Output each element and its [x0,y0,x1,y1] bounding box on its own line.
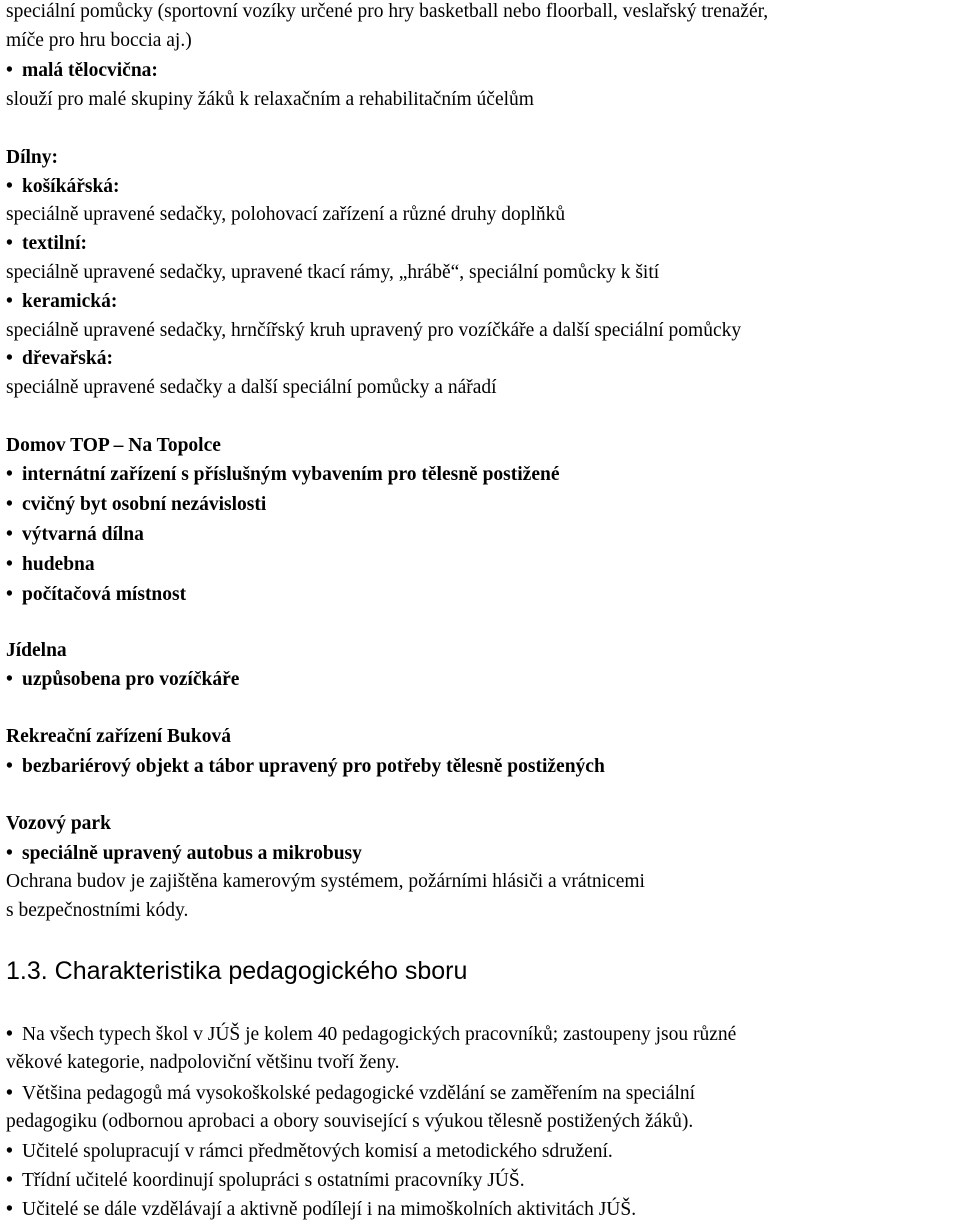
section-bullet-continuation: věkové kategorie, nadpoloviční většinu tvoří ženy. [6,1052,400,1073]
section-bullet-line: • Na všech typech škol v JÚŠ je kolem 40 pedagogických pracovníků; zastoupeny jsou různé [6,1023,736,1047]
intro-line-2: míče pro hru boccia aj.) [6,30,192,51]
section-bullet-continuation: pedagogiku (odbornou aprobaci a obory související s výukou tělesně postižených žáků). [6,1111,694,1132]
dilny-item-desc: speciálně upravené sedačky, upravené tkací rámy, „hrábě“, speciální pomůcky k šití [6,262,660,283]
domov-list-item: • výtvarná dílna [6,523,144,547]
domov-list-item: • cvičný byt osobní nezávislosti [6,493,266,517]
mala-telocvicna-title: • malá tělocvična: [6,59,158,83]
dilny-item-desc: speciálně upravené sedačky a další speciální pomůcky a nářadí [6,377,497,398]
dilny-item-title: • dřevařská: [6,347,113,371]
section-bullet-line: • Učitelé spolupracují v rámci předmětových komisí a metodického sdružení. [6,1140,613,1164]
intro-line-1: speciální pomůcky (sportovní vozíky určené pro hry basketball nebo floorball, veslařský trenažér, [6,1,769,22]
rekreacni-heading: Rekreační zařízení Buková [6,726,231,747]
dilny-item-title: • keramická: [6,290,117,314]
vozovy-note-line-2: s bezpečnostními kódy. [6,900,189,921]
dilny-item-title: • textilní: [6,232,87,256]
dilny-item-desc: speciálně upravené sedačky, hrnčířský kruh upravený pro vozíčkáře a další speciální pomůcky [6,320,742,341]
dilny-heading: Dílny: [6,147,59,168]
section-bullet-line: • Většina pedagogů má vysokoškolské pedagogické vzdělání se zaměřením na speciální [6,1082,695,1106]
domov-list-item: • počítačová místnost [6,583,186,607]
rekreacni-list-item: • bezbariérový objekt a tábor upravený pro potřeby tělesně postižených [6,755,605,779]
section-bullet-line: • Třídní učitelé koordinují spolupráci s ostatními pracovníky JÚŠ. [6,1169,525,1193]
dilny-item-desc: speciálně upravené sedačky, polohovací zařízení a různé druhy doplňků [6,204,566,225]
section-heading: 1.3. Charakteristika pedagogického sboru [6,957,468,985]
jidelna-heading: Jídelna [6,640,67,661]
section-bullet-line: • Učitelé se dále vzdělávají a aktivně podílejí i na mimoškolních aktivitách JÚŠ. [6,1198,636,1222]
domov-list-item: • hudebna [6,553,95,577]
vozovy-heading: Vozový park [6,813,111,834]
vozovy-list-item: • speciálně upravený autobus a mikrobusy [6,842,362,866]
domov-heading: Domov TOP – Na Topolce [6,435,221,456]
vozovy-note-line-1: Ochrana budov je zajištěna kamerovým systémem, požárními hlásiči a vrátnicemi [6,871,645,892]
domov-list-item: • internátní zařízení s příslušným vybavením pro tělesně postižené [6,463,560,487]
jidelna-list-item: • uzpůsobena pro vozíčkáře [6,668,239,692]
dilny-item-title: • košíkářská: [6,175,120,199]
mala-telocvicna-desc: slouží pro malé skupiny žáků k relaxačním a rehabilitačním účelům [6,89,534,110]
